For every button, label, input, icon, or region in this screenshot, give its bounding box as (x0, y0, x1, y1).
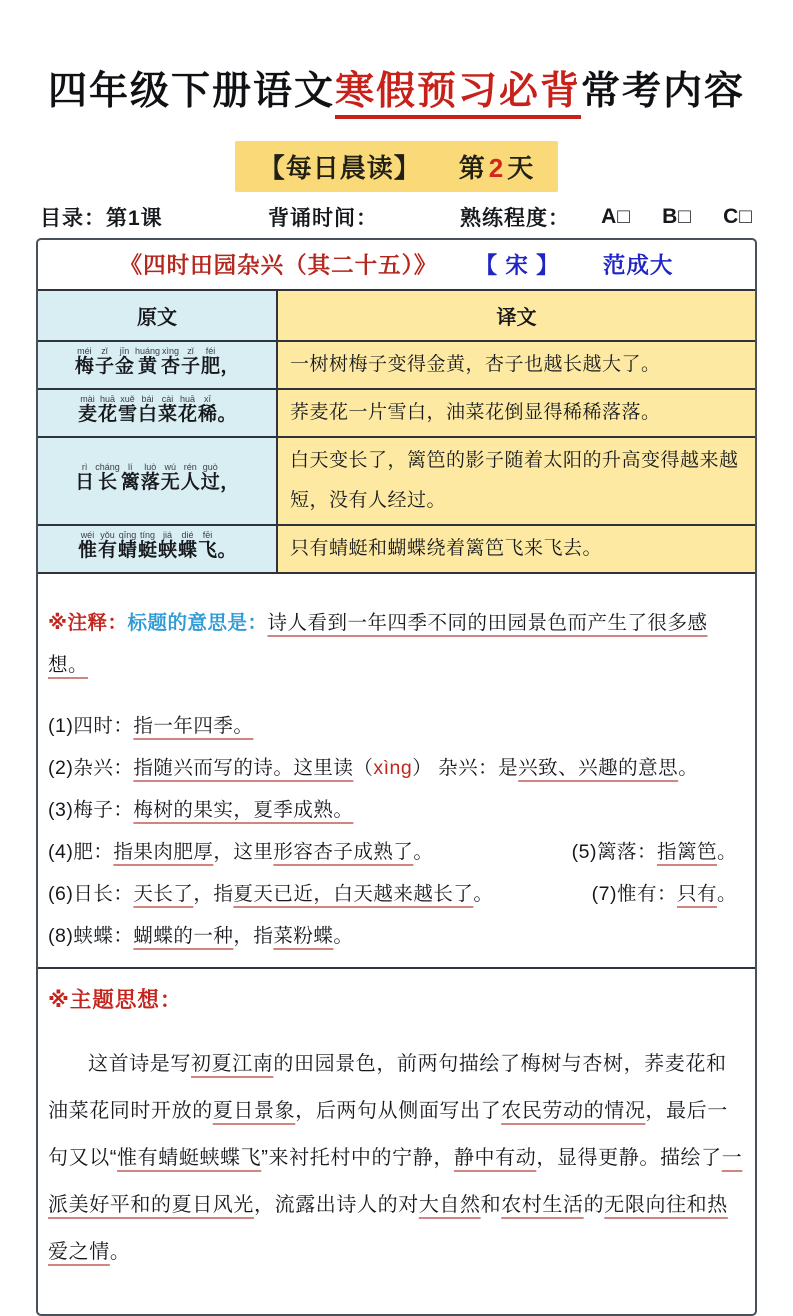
text-run: 指随兴而写的诗。这里读 (133, 757, 354, 780)
text-run: 的 (583, 1194, 605, 1217)
text-run: ） (412, 757, 433, 780)
text-run: (5)篱落： (571, 841, 657, 864)
annotation-item (48, 789, 353, 831)
lesson-card (36, 238, 757, 1316)
character-with-pinyin: 过guò (200, 462, 220, 494)
punctuation: 。 (217, 404, 237, 426)
poem-line-translation: 只有蜻蜓和蝴蝶绕着篱笆飞来飞去。 (277, 525, 755, 573)
text-run: ，指 (233, 925, 274, 948)
character-with-pinyin: 蜓tíng (137, 530, 157, 562)
character-with-pinyin: 篱lí (120, 462, 140, 494)
text-run: 静中有动 (453, 1147, 537, 1170)
poem-line-original (38, 389, 277, 437)
text-run: 形容杏子成熟了 (273, 841, 414, 864)
poem-table-header (38, 290, 755, 341)
poem-line-translation: 荞麦花一片雪白，油菜花倒显得稀稀落落。 (277, 389, 755, 437)
punctuation: 。 (217, 540, 237, 562)
character-with-pinyin: 雪xuě (117, 394, 137, 426)
text-run: 的田园景色，前两句描绘了梅树与杏树，荞麦花和油菜花同时开放的 (48, 1053, 727, 1123)
text-run: 夏日景象 (212, 1100, 296, 1123)
text-run: ，这里 (213, 841, 274, 864)
character-with-pinyin: 蜻qīng (117, 530, 137, 562)
catalog-label: 目录：第1课 (40, 207, 163, 231)
text-run: (8)蛱蝶： (48, 925, 134, 948)
annotation-item (48, 747, 698, 789)
poem-title-row (38, 240, 755, 289)
text-run: (7)惟有： (591, 883, 677, 906)
character-with-pinyin: 花huā (97, 394, 117, 426)
annotation-item (592, 873, 737, 915)
day-number: 2 (488, 153, 505, 184)
title-highlight: 寒假预习必背 (335, 70, 581, 119)
annotation-item (48, 915, 353, 957)
text-run: 初夏江南 (191, 1053, 274, 1076)
info-row (40, 202, 753, 232)
poem-line-translation: 一树树梅子变得金黄，杏子也越长越大了。 (277, 341, 755, 389)
text-run: 农民劳动的情况 (501, 1100, 646, 1123)
punctuation: ， (220, 356, 240, 378)
text-run: 标题的意思是： (127, 611, 268, 634)
character-with-pinyin: 人rén (180, 462, 200, 494)
text-run: (6)日长： (48, 883, 134, 906)
text-run: ，流露出诗人的对 (254, 1194, 419, 1217)
punctuation: ， (220, 472, 240, 494)
text-run: ，后两句从侧面写出了 (295, 1100, 502, 1123)
badge-day (459, 153, 535, 183)
character-with-pinyin: 金jīn (114, 346, 134, 378)
character-with-pinyin: 日rì (75, 462, 95, 494)
page-title (0, 26, 793, 115)
character-with-pinyin: 黄huáng (134, 346, 160, 378)
character-with-pinyin: 子zǐ (94, 346, 114, 378)
text-run: (4)肥： (48, 841, 114, 864)
proficiency-checkbox-b: B□ (662, 205, 692, 229)
text-run: (2)杂兴： (48, 757, 134, 780)
annotation-item (48, 831, 433, 873)
text-run: 一派美好平和的夏日风光 (48, 1147, 743, 1217)
character-with-pinyin: 稀xī (198, 394, 218, 426)
text-run: 和 (480, 1194, 502, 1217)
text-run: ，指 (193, 883, 234, 906)
title-prefix: 四年级下册语文 (47, 70, 335, 114)
annotation-line (48, 915, 745, 957)
text-run: 惟有蜻蜓蛱蝶飞 (117, 1147, 262, 1170)
page-header (0, 26, 793, 232)
text-run: 兴致、兴趣的意思 (518, 757, 679, 780)
text-run: 天长了 (133, 883, 194, 906)
annotations-section (38, 574, 755, 967)
annotations-intro (48, 602, 745, 686)
character-with-pinyin: 白bái (137, 394, 157, 426)
text-run: 菜粉蝶 (273, 925, 334, 948)
poem-line-original (38, 525, 277, 573)
title-suffix: 常考内容 (581, 70, 746, 114)
theme-paragraph (48, 1041, 745, 1276)
poem-table (38, 289, 755, 574)
text-run: 梅树的果实，夏季成熟。 (133, 799, 354, 822)
recite-time-label: 背诵时间： (268, 207, 378, 231)
character-with-pinyin: 肥féi (201, 346, 221, 378)
character-with-pinyin: 杏xìng (160, 346, 180, 378)
character-with-pinyin: 子zǐ (181, 346, 201, 378)
character-with-pinyin: 无wú (160, 462, 180, 494)
poem-line-original (38, 437, 277, 525)
text-run: 夏天已近，白天越来越长了 (233, 883, 474, 906)
character-with-pinyin: 蛱jiá (158, 530, 178, 562)
proficiency-checkbox-c: C□ (723, 205, 753, 229)
column-header-original: 原文 (38, 290, 277, 341)
annotation-item (48, 873, 493, 915)
theme-section (38, 967, 755, 1314)
annotation-line (48, 873, 745, 915)
text-run: 指篱笆 (656, 841, 717, 864)
annotation-line (48, 789, 745, 831)
text-run: 。 (473, 883, 494, 906)
character-with-pinyin: 蝶dié (178, 530, 198, 562)
proficiency-group (460, 202, 753, 232)
character-with-pinyin: 长cháng (95, 462, 120, 494)
day-suffix: 天 (507, 153, 535, 184)
annotation-item (572, 831, 737, 873)
text-run: 只有 (676, 883, 717, 906)
poem-row (38, 525, 755, 573)
text-run: 杂兴：是 (432, 757, 519, 780)
text-run: 诗人看到一年四季不同的田园景色而产生了很多感想。 (48, 611, 708, 676)
annotation-line (48, 831, 745, 873)
character-with-pinyin: 飞fēi (198, 530, 218, 562)
poem-dynasty: 【 宋 】 (474, 253, 560, 279)
text-run: ※注释： (48, 611, 128, 634)
text-run: （ (353, 757, 374, 780)
text-run: 指一年四季。 (133, 715, 254, 738)
poem-row (38, 437, 755, 525)
text-run: 农村生活 (501, 1194, 584, 1217)
text-run: ”来衬托村中的宁静， (261, 1147, 454, 1170)
poem-line-original (38, 341, 277, 389)
poem-title: 《四时田园杂兴（其二十五）》 (119, 253, 438, 279)
text-run: 。 (716, 883, 737, 906)
character-with-pinyin: 落luò (140, 462, 160, 494)
text-run: (1)四时： (48, 715, 134, 738)
text-run: 无限向往和热爱之情 (48, 1194, 728, 1264)
poem-line-translation: 白天变长了，篱笆的影子随着太阳的升高变得越来越短，没有人经过。 (277, 437, 755, 525)
text-run: 指果肉肥厚 (113, 841, 214, 864)
character-with-pinyin: 惟wéi (77, 530, 97, 562)
poem-author: 范成大 (602, 253, 674, 279)
poem-row (38, 341, 755, 389)
text-run: (3)梅子： (48, 799, 134, 822)
text-run: 。 (678, 757, 699, 780)
character-with-pinyin: 花huā (178, 394, 198, 426)
text-run: ，显得更静。描绘了 (536, 1147, 722, 1170)
annotation-line (48, 747, 745, 789)
text-run: 。 (413, 841, 434, 864)
character-with-pinyin: 有yǒu (97, 530, 117, 562)
theme-heading: ※主题思想： (48, 988, 183, 1013)
annotation-item (48, 705, 253, 747)
text-run: ，最后一句又以“ (48, 1100, 728, 1170)
text-run: xìng (373, 757, 413, 780)
proficiency-checkbox-a: A□ (601, 205, 631, 229)
annotation-line (48, 705, 745, 747)
poem-row (38, 389, 755, 437)
column-header-translation: 译文 (277, 290, 755, 341)
character-with-pinyin: 梅méi (74, 346, 94, 378)
badge-bracket-text: 【每日晨读】 (258, 153, 421, 184)
text-run: 这首诗是写 (88, 1053, 191, 1076)
text-run: 。 (716, 841, 737, 864)
character-with-pinyin: 菜cài (158, 394, 178, 426)
proficiency-label: 熟练程度： (460, 207, 570, 231)
day-prefix: 第 (458, 153, 486, 184)
text-run: 蝴蝶的一种 (133, 925, 234, 948)
text-run: 大自然 (418, 1194, 481, 1217)
daily-reading-badge (235, 141, 559, 192)
text-run: 。 (109, 1241, 131, 1264)
character-with-pinyin: 麦mài (77, 394, 97, 426)
text-run: 。 (333, 925, 354, 948)
